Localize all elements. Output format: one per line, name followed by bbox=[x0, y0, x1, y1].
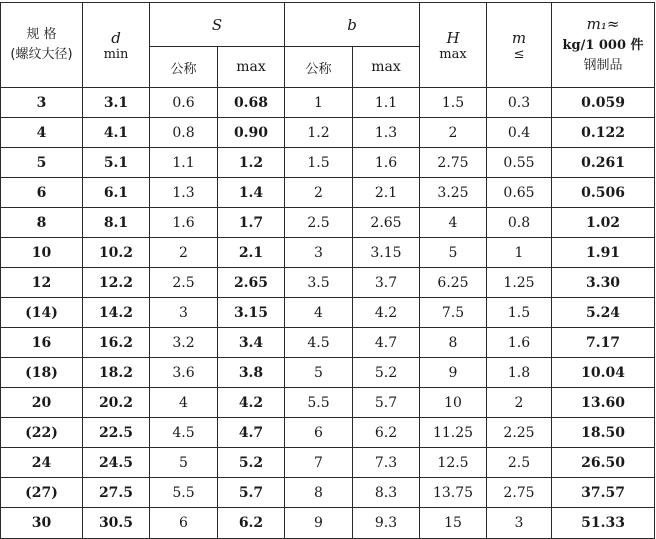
h-sub-label: max bbox=[439, 46, 467, 62]
cell-h-max: 2 bbox=[420, 118, 487, 148]
h-symbol: H bbox=[446, 28, 460, 47]
m1-unit: kg/1 000 件 bbox=[562, 38, 644, 53]
m-symbol: m bbox=[511, 28, 527, 47]
cell-m-max: 1 bbox=[487, 238, 552, 268]
table-body bbox=[1, 88, 655, 539]
m-sub-label: ≤ bbox=[513, 46, 525, 62]
cell-spec: 5 bbox=[1, 148, 83, 178]
cell-b-nominal: 3 bbox=[285, 238, 353, 268]
table-row bbox=[1, 448, 655, 478]
cell-m1-mass: 1.91 bbox=[552, 238, 655, 268]
table-row bbox=[1, 328, 655, 358]
cell-b-max: 9.3 bbox=[353, 508, 420, 539]
cell-s-max: 0.68 bbox=[218, 88, 285, 118]
cell-m1-mass: 1.02 bbox=[552, 208, 655, 238]
cell-s-max: 1.2 bbox=[218, 148, 285, 178]
cell-s-nominal: 5 bbox=[150, 448, 218, 478]
cell-m1-mass: 13.60 bbox=[552, 388, 655, 418]
cell-s-max: 5.7 bbox=[218, 478, 285, 508]
s-group-header bbox=[150, 3, 285, 47]
cell-h-max: 4 bbox=[420, 208, 487, 238]
b-symbol: b bbox=[347, 15, 357, 34]
cell-m-max: 1.6 bbox=[487, 328, 552, 358]
cell-m-max: 2.75 bbox=[487, 478, 552, 508]
cell-h-max: 3.25 bbox=[420, 178, 487, 208]
cell-b-max: 4.7 bbox=[353, 328, 420, 358]
table-row bbox=[1, 148, 655, 178]
cell-b-nominal: 2 bbox=[285, 178, 353, 208]
cell-b-max: 1.1 bbox=[353, 88, 420, 118]
cell-s-max: 4.7 bbox=[218, 418, 285, 448]
cell-m-max: 2.25 bbox=[487, 418, 552, 448]
cell-b-max: 4.2 bbox=[353, 298, 420, 328]
h-column-header bbox=[420, 3, 487, 88]
cell-b-nominal: 1.2 bbox=[285, 118, 353, 148]
cell-b-nominal: 3.5 bbox=[285, 268, 353, 298]
s-nominal-header: 公称 bbox=[150, 47, 218, 88]
cell-d-min: 22.5 bbox=[83, 418, 150, 448]
cell-m-max: 2.5 bbox=[487, 448, 552, 478]
dimension-table bbox=[0, 2, 655, 539]
cell-h-max: 2.75 bbox=[420, 148, 487, 178]
cell-spec: 30 bbox=[1, 508, 83, 539]
cell-h-max: 10 bbox=[420, 388, 487, 418]
cell-s-nominal: 1.6 bbox=[150, 208, 218, 238]
d-column-header bbox=[83, 3, 150, 88]
cell-b-max: 5.2 bbox=[353, 358, 420, 388]
cell-d-min: 16.2 bbox=[83, 328, 150, 358]
table-row bbox=[1, 268, 655, 298]
cell-s-max: 3.15 bbox=[218, 298, 285, 328]
cell-m1-mass: 0.261 bbox=[552, 148, 655, 178]
cell-h-max: 1.5 bbox=[420, 88, 487, 118]
cell-b-nominal: 5 bbox=[285, 358, 353, 388]
cell-s-max: 1.4 bbox=[218, 178, 285, 208]
cell-spec: 20 bbox=[1, 388, 83, 418]
m1-material: 钢制品 bbox=[583, 58, 623, 73]
cell-spec: 8 bbox=[1, 208, 83, 238]
cell-b-nominal: 5.5 bbox=[285, 388, 353, 418]
cell-b-max: 3.7 bbox=[353, 268, 420, 298]
cell-m1-mass: 18.50 bbox=[552, 418, 655, 448]
d-symbol: d bbox=[111, 28, 121, 47]
cell-h-max: 11.25 bbox=[420, 418, 487, 448]
cell-s-max: 2.1 bbox=[218, 238, 285, 268]
cell-m-max: 0.8 bbox=[487, 208, 552, 238]
cell-spec: 4 bbox=[1, 118, 83, 148]
cell-h-max: 5 bbox=[420, 238, 487, 268]
table-row bbox=[1, 118, 655, 148]
table-row bbox=[1, 88, 655, 118]
cell-m1-mass: 10.04 bbox=[552, 358, 655, 388]
cell-b-max: 1.6 bbox=[353, 148, 420, 178]
spec-header-line2: (螺纹大径) bbox=[10, 47, 73, 62]
table-row bbox=[1, 388, 655, 418]
cell-m-max: 0.4 bbox=[487, 118, 552, 148]
cell-b-max: 3.15 bbox=[353, 238, 420, 268]
cell-s-max: 3.8 bbox=[218, 358, 285, 388]
cell-b-nominal: 1 bbox=[285, 88, 353, 118]
table-row bbox=[1, 358, 655, 388]
cell-s-nominal: 3 bbox=[150, 298, 218, 328]
cell-b-nominal: 2.5 bbox=[285, 208, 353, 238]
cell-h-max: 13.75 bbox=[420, 478, 487, 508]
cell-b-max: 6.2 bbox=[353, 418, 420, 448]
table-row bbox=[1, 238, 655, 268]
table-row bbox=[1, 418, 655, 448]
cell-s-max: 3.4 bbox=[218, 328, 285, 358]
cell-m1-mass: 37.57 bbox=[552, 478, 655, 508]
cell-s-nominal: 6 bbox=[150, 508, 218, 539]
cell-b-max: 1.3 bbox=[353, 118, 420, 148]
cell-s-nominal: 1.1 bbox=[150, 148, 218, 178]
cell-spec: (14) bbox=[1, 298, 83, 328]
cell-d-min: 27.5 bbox=[83, 478, 150, 508]
cell-s-max: 2.65 bbox=[218, 268, 285, 298]
s-symbol: S bbox=[211, 15, 223, 34]
cell-m-max: 1.5 bbox=[487, 298, 552, 328]
cell-spec: 24 bbox=[1, 448, 83, 478]
cell-b-nominal: 8 bbox=[285, 478, 353, 508]
cell-d-min: 8.1 bbox=[83, 208, 150, 238]
m1-symbol: m₁≈ bbox=[586, 15, 620, 33]
cell-m1-mass: 0.506 bbox=[552, 178, 655, 208]
cell-s-nominal: 3.2 bbox=[150, 328, 218, 358]
cell-m1-mass: 26.50 bbox=[552, 448, 655, 478]
cell-spec: (18) bbox=[1, 358, 83, 388]
cell-spec: 12 bbox=[1, 268, 83, 298]
cell-s-max: 6.2 bbox=[218, 508, 285, 539]
cell-m-max: 3 bbox=[487, 508, 552, 539]
cell-b-nominal: 4 bbox=[285, 298, 353, 328]
cell-s-max: 1.7 bbox=[218, 208, 285, 238]
table-row bbox=[1, 178, 655, 208]
cell-s-nominal: 0.6 bbox=[150, 88, 218, 118]
b-nominal-header: 公称 bbox=[285, 47, 353, 88]
b-group-header bbox=[285, 3, 420, 47]
cell-s-max: 0.90 bbox=[218, 118, 285, 148]
cell-m-max: 0.55 bbox=[487, 148, 552, 178]
cell-m-max: 0.65 bbox=[487, 178, 552, 208]
b-max-header: max bbox=[353, 47, 420, 88]
cell-h-max: 8 bbox=[420, 328, 487, 358]
cell-m1-mass: 51.33 bbox=[552, 508, 655, 539]
cell-d-min: 20.2 bbox=[83, 388, 150, 418]
cell-m1-mass: 0.122 bbox=[552, 118, 655, 148]
spec-header-line1: 规 格 bbox=[26, 27, 57, 42]
cell-s-nominal: 4 bbox=[150, 388, 218, 418]
cell-spec: 3 bbox=[1, 88, 83, 118]
cell-d-min: 30.5 bbox=[83, 508, 150, 539]
cell-b-max: 7.3 bbox=[353, 448, 420, 478]
table-header bbox=[1, 3, 655, 88]
cell-s-nominal: 3.6 bbox=[150, 358, 218, 388]
cell-s-max: 4.2 bbox=[218, 388, 285, 418]
cell-d-min: 24.5 bbox=[83, 448, 150, 478]
cell-s-nominal: 2.5 bbox=[150, 268, 218, 298]
cell-d-min: 10.2 bbox=[83, 238, 150, 268]
table-row bbox=[1, 208, 655, 238]
cell-m1-mass: 0.059 bbox=[552, 88, 655, 118]
cell-b-max: 2.1 bbox=[353, 178, 420, 208]
cell-b-nominal: 4.5 bbox=[285, 328, 353, 358]
cell-d-min: 4.1 bbox=[83, 118, 150, 148]
cell-spec: 6 bbox=[1, 178, 83, 208]
s-max-header: max bbox=[218, 47, 285, 88]
d-sub-label: min bbox=[103, 46, 129, 62]
cell-m-max: 1.8 bbox=[487, 358, 552, 388]
cell-s-max: 5.2 bbox=[218, 448, 285, 478]
cell-b-max: 2.65 bbox=[353, 208, 420, 238]
cell-m-max: 0.3 bbox=[487, 88, 552, 118]
cell-d-min: 12.2 bbox=[83, 268, 150, 298]
cell-b-nominal: 9 bbox=[285, 508, 353, 539]
table-row bbox=[1, 508, 655, 539]
cell-spec: 16 bbox=[1, 328, 83, 358]
cell-m-max: 1.25 bbox=[487, 268, 552, 298]
cell-m1-mass: 3.30 bbox=[552, 268, 655, 298]
cell-b-nominal: 6 bbox=[285, 418, 353, 448]
cell-m1-mass: 5.24 bbox=[552, 298, 655, 328]
cell-d-min: 5.1 bbox=[83, 148, 150, 178]
cell-b-nominal: 1.5 bbox=[285, 148, 353, 178]
cell-s-nominal: 2 bbox=[150, 238, 218, 268]
table-row bbox=[1, 298, 655, 328]
cell-spec: (22) bbox=[1, 418, 83, 448]
cell-h-max: 12.5 bbox=[420, 448, 487, 478]
cell-spec: 10 bbox=[1, 238, 83, 268]
cell-m1-mass: 7.17 bbox=[552, 328, 655, 358]
cell-s-nominal: 4.5 bbox=[150, 418, 218, 448]
cell-h-max: 6.25 bbox=[420, 268, 487, 298]
cell-d-min: 6.1 bbox=[83, 178, 150, 208]
cell-b-max: 8.3 bbox=[353, 478, 420, 508]
cell-h-max: 15 bbox=[420, 508, 487, 539]
cell-d-min: 18.2 bbox=[83, 358, 150, 388]
cell-h-max: 9 bbox=[420, 358, 487, 388]
cell-s-nominal: 5.5 bbox=[150, 478, 218, 508]
cell-d-min: 3.1 bbox=[83, 88, 150, 118]
cell-s-nominal: 1.3 bbox=[150, 178, 218, 208]
cell-spec: (27) bbox=[1, 478, 83, 508]
spec-column-header bbox=[1, 3, 83, 88]
cell-b-nominal: 7 bbox=[285, 448, 353, 478]
m1-column-header bbox=[552, 3, 655, 88]
cell-m-max: 2 bbox=[487, 388, 552, 418]
cell-b-max: 5.7 bbox=[353, 388, 420, 418]
cell-h-max: 7.5 bbox=[420, 298, 487, 328]
cell-s-nominal: 0.8 bbox=[150, 118, 218, 148]
cell-d-min: 14.2 bbox=[83, 298, 150, 328]
table-row bbox=[1, 478, 655, 508]
m-column-header bbox=[487, 3, 552, 88]
